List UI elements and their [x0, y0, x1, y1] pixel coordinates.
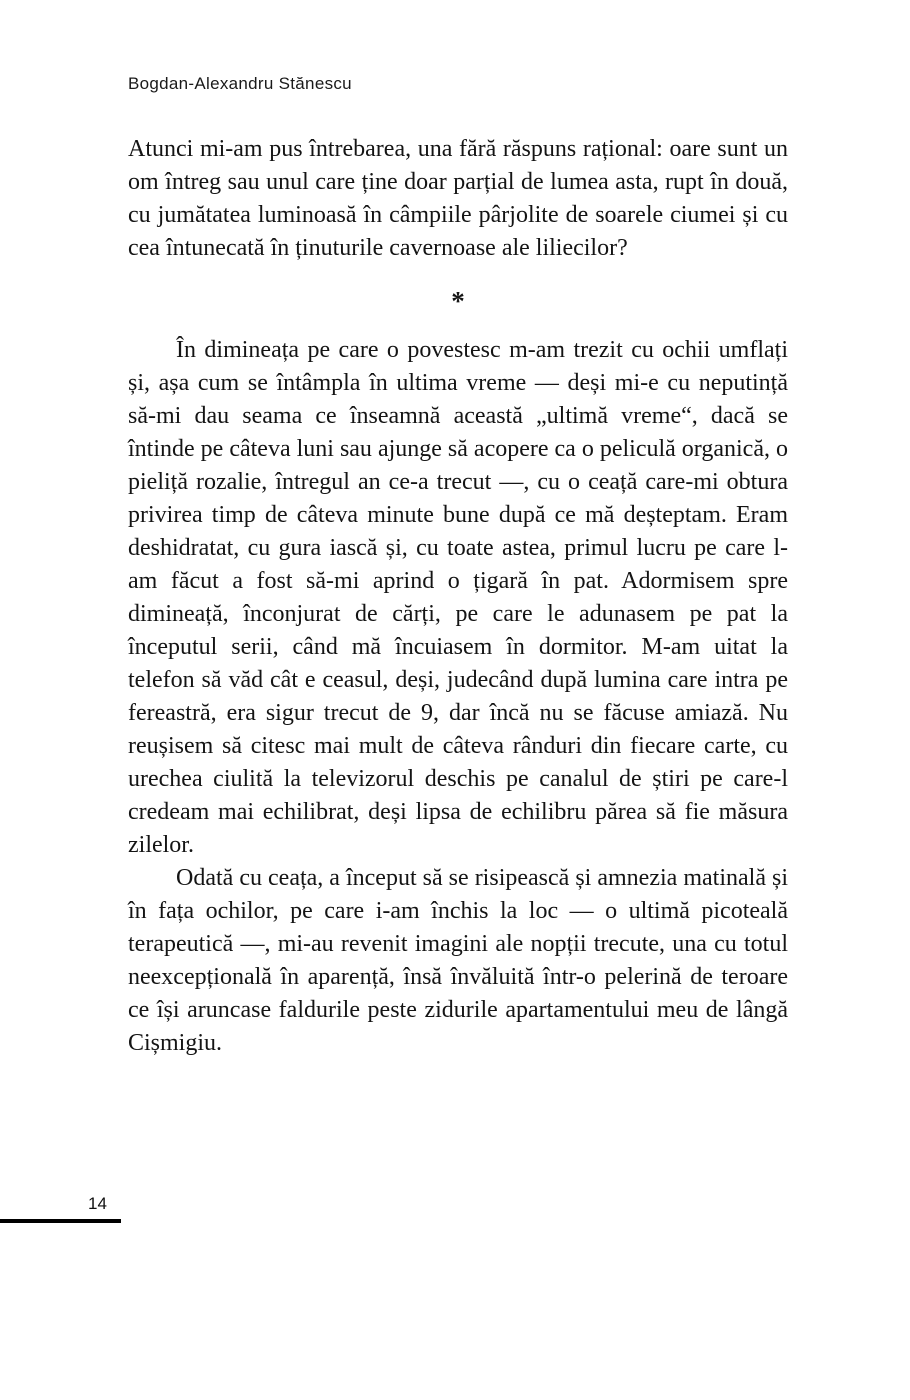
author-header: Bogdan-Alexandru Stănescu: [128, 74, 352, 93]
footer-rule: [0, 1219, 121, 1223]
paragraph: În dimineața pe care o povestesc m-am trezit cu ochii umflați și, așa cum se întâmpla în ultima vreme — deși mi-e cu neputință să-mi dau seama ce înseamnă această „ultimă vreme“, dacă se întinde pe câteva luni sau ajunge să acopere ca o peliculă organică, o pieliță rozalie, întregul an ce-a trecut —, cu o ceață care-mi obtura privirea timp de câteva minute bune după ce mă deșteptam. Eram deshidratat, cu gura iască și, cu toate astea, primul lucru pe care l-am făcut a fost să-mi aprind o țigară în pat. Adormisem spre dimineață, înconjurat de cărți, pe care le adunasem pe pat la începutul serii, când mă încuiasem în dormitor. M-am uitat la telefon să văd cât e ceasul, deși, judecând după lumina care intra pe fereastră, era sigur trecut de 9, dar încă nu se făcuse amiază. Nu reușisem să citesc mai mult de câteva rânduri din fiecare carte, cu urechea ciulită la televizorul deschis pe canalul de știri pe care-l credeam mai echilibrat, deși lipsa de echilibru părea să fie măsura zilelor.: [128, 337, 788, 858]
page-number: 14: [88, 1194, 107, 1213]
body-text: [128, 133, 788, 1060]
paragraph: Atunci mi-am pus întrebarea, una fără răspuns rațional: oare sunt un om întreg sau unul care ține doar parțial de lumea asta, rupt în două, cu jumătatea luminoasă în câmpiile pârjolite de soarele ciumei și cu cea întunecată în ținuturile cavernoase ale liliecilor?: [128, 136, 788, 261]
section-separator: *: [451, 286, 465, 316]
page-footer: [0, 1194, 910, 1234]
paragraph: Odată cu ceața, a început să se risipească și amnezia matinală și în fața ochilor, pe care i-am închis la loc — o ultimă picoteală terapeutică —, mi-au revenit imagini ale nopții trecute, una cu totul neexcepțională în aparență, însă învăluită într-o pelerină de teroare ce își aruncase faldurile peste zidurile apartamentului meu de lângă Cișmigiu.: [128, 865, 788, 1056]
